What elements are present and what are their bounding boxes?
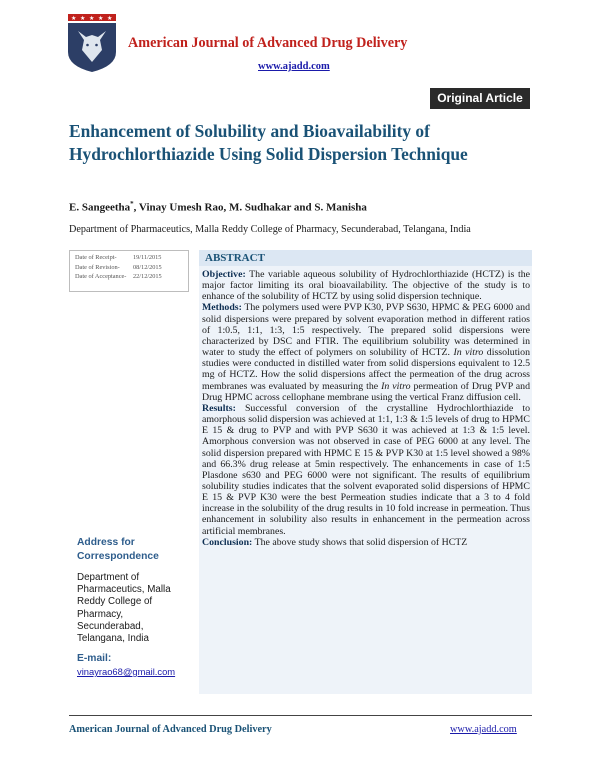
in-vitro-term: In vitro bbox=[381, 380, 411, 392]
date-acceptance bbox=[75, 273, 188, 283]
abstract-results bbox=[202, 403, 530, 537]
date-label: Date of Revision- bbox=[75, 263, 120, 271]
date-value: 22/12/2015 bbox=[133, 273, 162, 280]
methods-text: dissolution studies were conducted in distilled water from solid dispersions equivalent to 12.5 mg of HCTZ. How the solid dispersions affect the permeation of the drug across membranes was evaluated by measuring the bbox=[202, 347, 531, 392]
abstract-methods bbox=[202, 302, 530, 402]
date-value: 08/12/2015 bbox=[133, 263, 162, 271]
footer-divider bbox=[69, 715, 532, 716]
journal-logo bbox=[68, 14, 116, 72]
email-link[interactable]: vinayrao68@gmail.com bbox=[77, 666, 176, 677]
journal-website-link[interactable]: www.ajadd.com bbox=[258, 61, 330, 72]
article-type-badge: Original Article bbox=[430, 88, 530, 109]
svg-text:★: ★ bbox=[71, 15, 77, 22]
abstract-objective bbox=[202, 269, 530, 302]
article-title: Enhancement of Solubility and Bioavailability of Hydrochlorthiazide Using Solid Dispersion Technique bbox=[69, 121, 468, 164]
svg-text:★: ★ bbox=[98, 15, 104, 22]
author-rest: , Vinay Umesh Rao, M. Sudhakar and S. Manisha bbox=[133, 201, 367, 214]
svg-text:★: ★ bbox=[80, 15, 86, 22]
author-first: E. Sangeetha bbox=[69, 201, 131, 214]
svg-text:★: ★ bbox=[89, 15, 95, 22]
abstract-conclusion bbox=[202, 537, 530, 548]
email-label: E-mail: bbox=[77, 653, 112, 664]
abstract-box bbox=[199, 250, 532, 694]
results-text: Successful conversion of the crystalline Hydrochlorthiazide to amorphous solid dispersion was achieved at 1:1, 1:3 & 1:5 levels of drug to HPMC E 15 & drug to PVP and with PVP S630 it was achieved at 1:3 & 1:5 level. Amorphous conversion was not observed in case of PEG 6000 at any level. The solid dispersion prepared with HPMC E 15 & PVP K30 at 1:5 level showed a 98% and 66.3% drug release at 5min respectively. The enhancements in case of 1:5 Plasdone s630 and PEG 6000 were not significant. The results of equilibrium solubility studies indicates that the solvent evaporated solid dispersions of HPMC E 15 & PVP K30 were the best Permeation studies indicate that a 3 to 4 fold increase in the solubility of the drug results in 10 fold increase in permeation. Thus enhancement in solubility also results in enhancement in the permeation across artificial membranes. bbox=[202, 402, 530, 537]
journal-title: American Journal of Advanced Drug Delivery bbox=[128, 35, 408, 51]
corresponding-author-mark: * bbox=[130, 200, 134, 208]
correspondence-address: Department of Pharmaceutics, Malla Reddy College of Pharmacy, Secunderabad, Telangana, India bbox=[77, 572, 171, 645]
author-list bbox=[69, 200, 367, 214]
results-label: Results: bbox=[202, 402, 236, 414]
dates-box bbox=[69, 250, 189, 292]
objective-text: The variable aqueous solubility of Hydrochlorthiazide (HCTZ) is the major factor limiting its oral bioavailability. The objective of the study is to enhance of the solubility of HCTZ by using solid dispersion technique. bbox=[202, 269, 530, 303]
date-receipt bbox=[75, 254, 188, 264]
date-revision bbox=[75, 264, 188, 274]
objective-label: Objective: bbox=[202, 269, 246, 280]
methods-text: The polymers used were PVP K30, PVP S630, HPMC & PEG 6000 and solid dispersions were prepared by solvent evaporation method in different ratios of 1:0.5, 1:1, 1:3, 1:5 respectively. The prepared solid dispersions were characterized by DSC and FTIR. The equilibrium solubility was determined in water to study the effect of polymers on solubility of HCTZ. bbox=[202, 302, 530, 359]
date-value: 19/11/2015 bbox=[133, 254, 162, 261]
conclusion-label: Conclusion: bbox=[202, 536, 253, 548]
in-vitro-term: In vitro bbox=[453, 347, 484, 359]
affiliation: Department of Pharmaceutics, Malla Reddy College of Pharmacy, Secunderabad, Telangana, India bbox=[69, 224, 471, 235]
abstract-heading: ABSTRACT bbox=[199, 250, 532, 266]
date-label: Date of Receipt- bbox=[75, 254, 117, 261]
date-label: Date of Acceptance- bbox=[75, 273, 127, 280]
conclusion-text: The above study shows that solid dispersion of HCTZ bbox=[252, 536, 468, 548]
footer-website-link[interactable]: www.ajadd.com bbox=[450, 724, 517, 735]
methods-text: permeation of Drug PVP and Drug HPMC across cellophane membrane using the vertical Franz diffusion cell. bbox=[202, 380, 530, 403]
correspondence-heading: Address for Correspondence bbox=[77, 537, 159, 562]
svg-text:★: ★ bbox=[107, 15, 113, 22]
footer-journal-title: American Journal of Advanced Drug Delivery bbox=[69, 724, 272, 735]
methods-label: Methods: bbox=[202, 302, 242, 314]
abstract-body bbox=[199, 269, 532, 548]
